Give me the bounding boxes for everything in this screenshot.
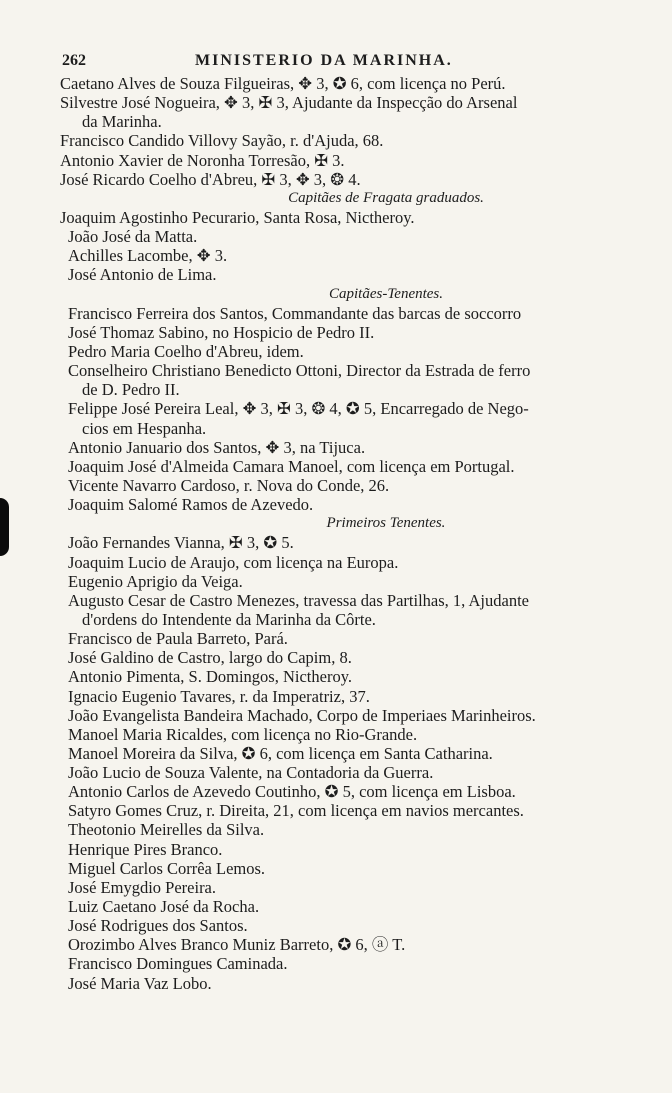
list-entry: Achilles Lacombe, ✥ 3. [68, 246, 228, 266]
list-entry: João Lucio de Souza Valente, na Contadoria da Guerra. [68, 763, 434, 783]
list-entry: José Thomaz Sabino, no Hospicio de Pedro II. [68, 322, 375, 342]
list-entry-continuation: da Marinha. [82, 112, 162, 132]
list-entry: Francisco de Paula Barreto, Pará. [68, 629, 288, 649]
list-entry: Joaquim José d'Almeida Camara Manoel, com licença em Portugal. [68, 456, 515, 476]
list-entry: Antonio Carlos de Azevedo Coutinho, ✪ 5, com licença em Lisboa. [68, 782, 516, 802]
list-entry: João Fernandes Vianna, ✠ 3, ✪ 5. [68, 533, 294, 553]
list-entry: Antonio Xavier de Noronha Torresão, ✠ 3. [60, 150, 345, 170]
list-entry: Conselheiro Christiano Benedicto Ottoni, Director da Estrada de ferro [68, 361, 531, 381]
list-entry: Antonio Januario dos Santos, ✥ 3, na Tijuca. [68, 437, 366, 457]
list-entry: João Evangelista Bandeira Machado, Corpo de Imperiaes Marinheiros. [68, 705, 536, 725]
list-entry: Joaquim Agostinho Pecurario, Santa Rosa, Nictheroy. [60, 207, 415, 227]
page-binding-shadow [0, 498, 9, 556]
list-entry: Luiz Caetano José da Rocha. [68, 897, 260, 917]
list-entry: José Rodrigues dos Santos. [68, 916, 248, 936]
list-entry: Miguel Carlos Corrêa Lemos. [68, 858, 266, 878]
list-entry: Joaquim Salomé Ramos de Azevedo. [68, 495, 314, 515]
section-heading: Primeiros Tenentes. [326, 515, 446, 532]
list-entry: Pedro Maria Coelho d'Abreu, idem. [68, 341, 304, 361]
section-heading: Capitães-Tenentes. [328, 285, 444, 302]
page-header [60, 52, 640, 74]
list-entry: José Emygdio Pereira. [68, 877, 217, 897]
list-entry-continuation: de D. Pedro II. [82, 380, 180, 400]
list-entry: Silvestre José Nogueira, ✥ 3, ✠ 3, Ajudante da Inspecção do Arsenal [60, 93, 518, 113]
list-entry: Orozimbo Alves Branco Muniz Barreto, ✪ 6, ⓐ T. [68, 935, 406, 955]
list-entry: José Antonio de Lima. [68, 265, 217, 285]
list-entry: Francisco Domingues Caminada. [68, 954, 288, 974]
list-entry: Francisco Candido Villovy Sayão, r. d'Ajuda, 68. [60, 131, 384, 151]
list-entry-continuation: d'ordens do Intendente da Marinha da Côrte. [82, 609, 376, 629]
list-entry: Augusto Cesar de Castro Menezes, travessa das Partilhas, 1, Ajudante [68, 590, 529, 610]
officer-list [60, 74, 640, 993]
list-entry: Satyro Gomes Cruz, r. Direita, 21, com licença em navios mercantes. [68, 801, 524, 821]
list-entry: Caetano Alves de Souza Filgueiras, ✥ 3, ✪ 6, com licença no Perú. [60, 74, 506, 93]
list-entry: Theotonio Meirelles da Silva. [68, 820, 265, 840]
list-entry: José Galdino de Castro, largo do Capim, 8. [68, 648, 352, 668]
list-entry: Antonio Pimenta, S. Domingos, Nictheroy. [68, 667, 352, 687]
list-entry: José Ricardo Coelho d'Abreu, ✠ 3, ✥ 3, ❂ 4. [60, 169, 361, 189]
list-entry: Joaquim Lucio de Araujo, com licença na Europa. [68, 552, 399, 572]
list-entry: Francisco Ferreira dos Santos, Commandante das barcas de soccorro [68, 303, 522, 323]
section-heading: Capitães de Fragata graduados. [288, 189, 484, 206]
list-entry: João José da Matta. [68, 227, 198, 247]
list-entry: Manoel Maria Ricaldes, com licença no Rio-Grande. [68, 724, 418, 744]
page-number: 262 [62, 52, 86, 69]
running-title: MINISTERIO DA MARINHA. [195, 52, 453, 69]
list-entry: Vicente Navarro Cardoso, r. Nova do Conde, 26. [68, 475, 390, 495]
list-entry: Felippe José Pereira Leal, ✥ 3, ✠ 3, ❂ 4, ✪ 5, Encarregado de Nego- [68, 399, 529, 419]
list-entry: Henrique Pires Branco. [68, 839, 223, 859]
list-entry: Manoel Moreira da Silva, ✪ 6, com licença em Santa Catharina. [68, 743, 493, 763]
list-entry: Eugenio Aprigio da Veiga. [68, 571, 243, 591]
list-entry-continuation: cios em Hespanha. [82, 418, 207, 438]
list-entry: Ignacio Eugenio Tavares, r. da Imperatriz, 37. [68, 686, 370, 706]
list-entry: José Maria Vaz Lobo. [68, 973, 212, 993]
